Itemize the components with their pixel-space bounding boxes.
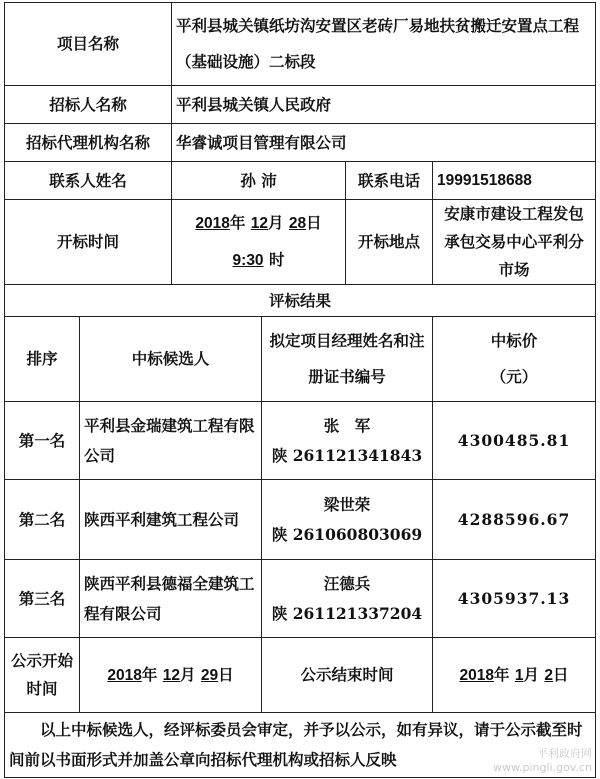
- price-cell: 4300485.81: [433, 402, 596, 480]
- opening-place-value: 安康市建设工程发包承包交易中心平利分市场: [433, 200, 596, 285]
- contact-phone-value: 19991518688: [433, 162, 596, 200]
- certificate-number: 陕 261121337204: [271, 603, 423, 623]
- opening-date: 2018年 12月 28日: [195, 213, 322, 232]
- publicity-end-value: 2018年 1月 2日: [433, 638, 596, 713]
- tenderer-label: 招标人名称: [5, 86, 172, 124]
- project-label: 项目名称: [5, 3, 172, 86]
- result-header-row: [5, 317, 596, 402]
- rank-cell: 第二名: [5, 480, 80, 560]
- manager-name: 张 军: [323, 415, 371, 435]
- opening-row: [5, 200, 596, 285]
- contact-name-value: 孙 沛: [172, 162, 346, 200]
- contact-row: [5, 162, 596, 200]
- table-row: [5, 560, 596, 638]
- publicity-start-value: 2018年 12月 29日: [80, 638, 262, 713]
- header-rank: 排序: [5, 317, 80, 402]
- tenderer-row: [5, 86, 596, 124]
- agency-row: [5, 124, 596, 162]
- candidate-cell: 陕西平利建筑工程公司: [80, 480, 262, 560]
- rank-cell: 第一名: [5, 402, 80, 480]
- project-value: 平利县城关镇纸坊沟安置区老砖厂易地扶贫搬迁安置点工程（基础设施）二标段: [172, 3, 596, 86]
- publicity-end-label: 公示结束时间: [262, 638, 433, 713]
- result-section-title: 评标结果: [5, 285, 596, 317]
- publicity-start-label: 公示开始时间: [5, 638, 80, 713]
- price-cell: 4305937.13: [433, 560, 596, 638]
- manager-cell: [262, 480, 433, 560]
- header-candidate: 中标候选人: [80, 317, 262, 402]
- manager-cell: [262, 402, 433, 480]
- candidate-cell: 陕西平利县德福全建筑工程有限公司: [80, 560, 262, 638]
- watermark: 平利政府网 www.pingli.gov.cn: [493, 747, 592, 774]
- certificate-number: 陕 261121341843: [271, 445, 423, 465]
- manager-name: 汪德兵: [323, 573, 371, 593]
- tenderer-value: 平利县城关镇人民政府: [172, 86, 596, 124]
- opening-time-value: [172, 200, 346, 285]
- header-price-line1: 中标价: [490, 331, 538, 350]
- manager-cell: [262, 560, 433, 638]
- table-row: [5, 480, 596, 560]
- certificate-number: 陕 261060803069: [271, 524, 423, 544]
- header-price-line2: （元）: [490, 367, 538, 386]
- price-cell: 4288596.67: [433, 480, 596, 560]
- agency-value: 华睿诚项目管理有限公司: [172, 124, 596, 162]
- opening-place-label: 开标地点: [346, 200, 433, 285]
- contact-phone-label: 联系电话: [346, 162, 433, 200]
- opening-clock: 9:30 时: [232, 250, 285, 269]
- publicity-row: [5, 638, 596, 713]
- opening-time-label: 开标时间: [5, 200, 172, 285]
- notice-row: [5, 713, 596, 778]
- header-manager: 拟定项目经理姓名和注册证书编号: [262, 317, 433, 402]
- bid-result-table: [4, 2, 596, 778]
- candidate-cell: 平利县金瑞建筑工程有限公司: [80, 402, 262, 480]
- result-section-row: [5, 285, 596, 317]
- project-row: [5, 3, 596, 86]
- header-price: [433, 317, 596, 402]
- agency-label: 招标代理机构名称: [5, 124, 172, 162]
- manager-name: 梁世荣: [323, 494, 371, 514]
- rank-cell: 第三名: [5, 560, 80, 638]
- table-row: [5, 402, 596, 480]
- notice-text: 以上中标候选人，经评标委员会审定，并予以公示，如有异议，请于公示截至时间前以书面形式并加盖公章向招标代理机构或招标人反映: [5, 713, 596, 778]
- contact-name-label: 联系人姓名: [5, 162, 172, 200]
